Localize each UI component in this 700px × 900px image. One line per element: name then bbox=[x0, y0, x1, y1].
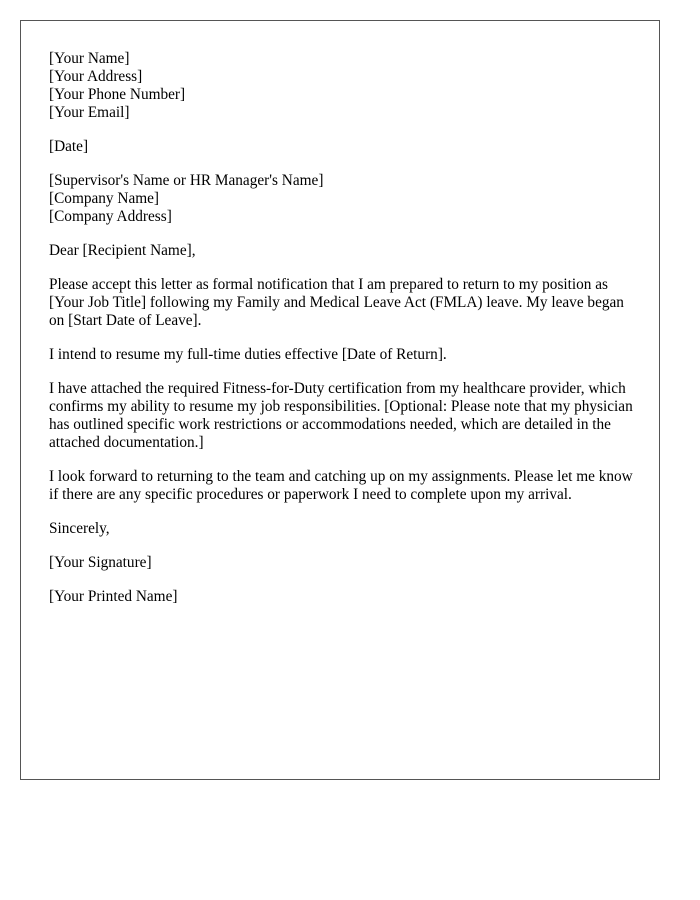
letter-body bbox=[49, 50, 639, 622]
paragraph-return-date: I intend to resume my full-time duties effective [Date of Return]. bbox=[49, 346, 447, 363]
date-block bbox=[49, 138, 639, 156]
sender-block bbox=[49, 50, 639, 122]
closing: Sincerely, bbox=[49, 520, 110, 537]
sender-email: [Your Email] bbox=[49, 104, 130, 121]
letter-page bbox=[20, 20, 660, 780]
paragraph-notification: Please accept this letter as formal notification that I am prepared to return to my position as [Your Job Title] following my Family and Medical Leave Act (FMLA) leave. My leave began on [Start Date of Leave]. bbox=[49, 276, 624, 329]
paragraph-closing-remarks: I look forward to returning to the team and catching up on my assignments. Please let me know if there are any specific procedures or paperwork I need to complete upon my arrival. bbox=[49, 468, 633, 503]
recipient-address: [Company Address] bbox=[49, 208, 172, 225]
signature: [Your Signature] bbox=[49, 554, 152, 571]
sender-name: [Your Name] bbox=[49, 50, 130, 67]
printed-name: [Your Printed Name] bbox=[49, 588, 178, 605]
recipient-name: [Supervisor's Name or HR Manager's Name] bbox=[49, 172, 324, 189]
recipient-company: [Company Name] bbox=[49, 190, 160, 207]
sender-address: [Your Address] bbox=[49, 68, 143, 85]
letter-date: [Date] bbox=[49, 138, 89, 155]
recipient-block bbox=[49, 172, 639, 226]
salutation: Dear [Recipient Name], bbox=[49, 242, 196, 259]
sender-phone: [Your Phone Number] bbox=[49, 86, 186, 103]
paragraph-certification: I have attached the required Fitness-for-Duty certification from my healthcare provider, which confirms my ability to resume my job responsibilities. [Optional: Please note that my physician has outlined specific work restrictions or accommodations needed, which are detailed in the attached documentation.] bbox=[49, 380, 633, 451]
